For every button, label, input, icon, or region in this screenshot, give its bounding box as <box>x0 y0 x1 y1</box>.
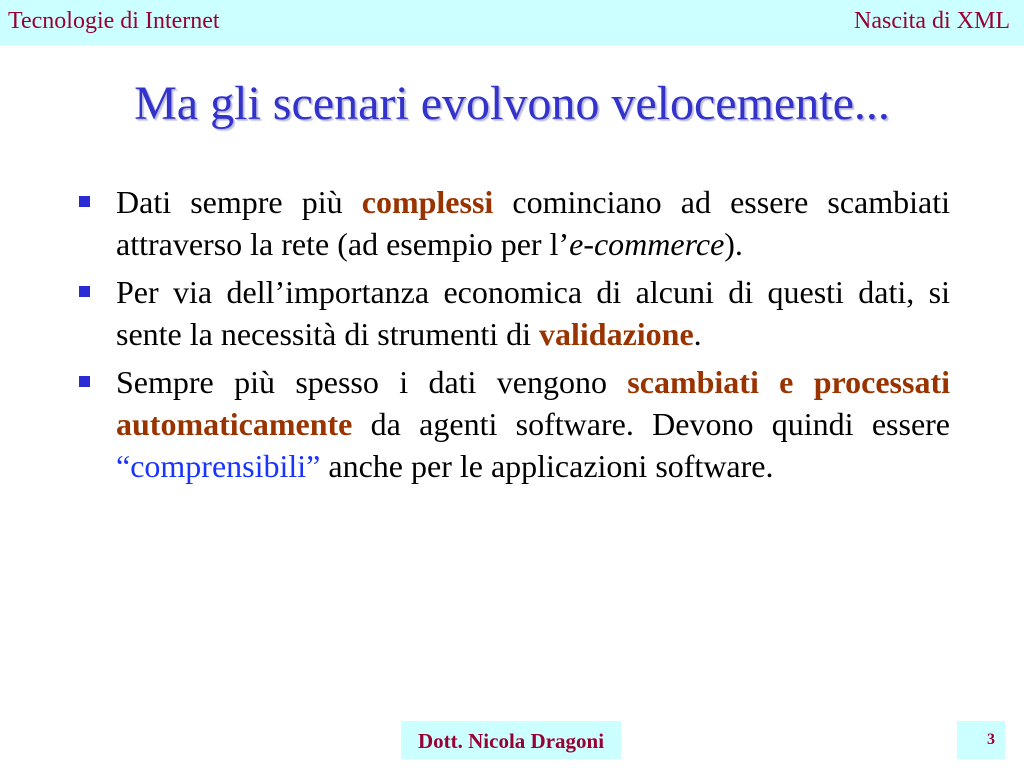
bullet-italic-text: e-commerce <box>569 226 725 262</box>
bullet-item-3 <box>76 361 950 487</box>
page-number: 3 <box>987 731 995 748</box>
bullet-text: . <box>693 316 702 352</box>
bullet-text: Per via dell’importanza economica di alcuni di questi dati, si sente la necessità di strumenti di <box>116 274 950 352</box>
course-title: Tecnologie di Internet <box>8 8 220 34</box>
header-bar <box>0 0 1024 45</box>
bullet-emphasis: complessi <box>361 184 494 220</box>
footer-author: Dott. Nicola Dragoni <box>401 721 621 759</box>
bullet-text: ). <box>724 226 743 262</box>
page-number-box <box>957 721 1005 759</box>
bullet-emphasis: validazione <box>539 316 694 352</box>
bullet-item-1 <box>76 181 950 265</box>
bullet-text: Sempre più spesso i dati vengono <box>116 364 628 400</box>
square-bullet-icon <box>79 376 90 387</box>
bullet-text: anche per le applicazioni software. <box>320 448 774 484</box>
bullet-list <box>76 181 950 493</box>
bullet-item-2 <box>76 271 950 355</box>
section-title: Nascita di XML <box>854 8 1010 34</box>
bullet-text: da agenti software. Devono quindi essere <box>352 406 950 442</box>
bullet-emphasis: scambiati e processati automaticamente <box>116 364 950 442</box>
bullet-text: Dati sempre più <box>116 184 362 220</box>
square-bullet-icon <box>79 196 90 207</box>
bullet-highlight: “comprensibili” <box>116 448 321 484</box>
bullet-text: cominciano ad essere scambiati attraverso la rete (ad esempio per l’ <box>116 184 951 262</box>
square-bullet-icon <box>79 286 90 297</box>
slide-title: Ma gli scenari evolvono velocemente... <box>134 77 890 130</box>
